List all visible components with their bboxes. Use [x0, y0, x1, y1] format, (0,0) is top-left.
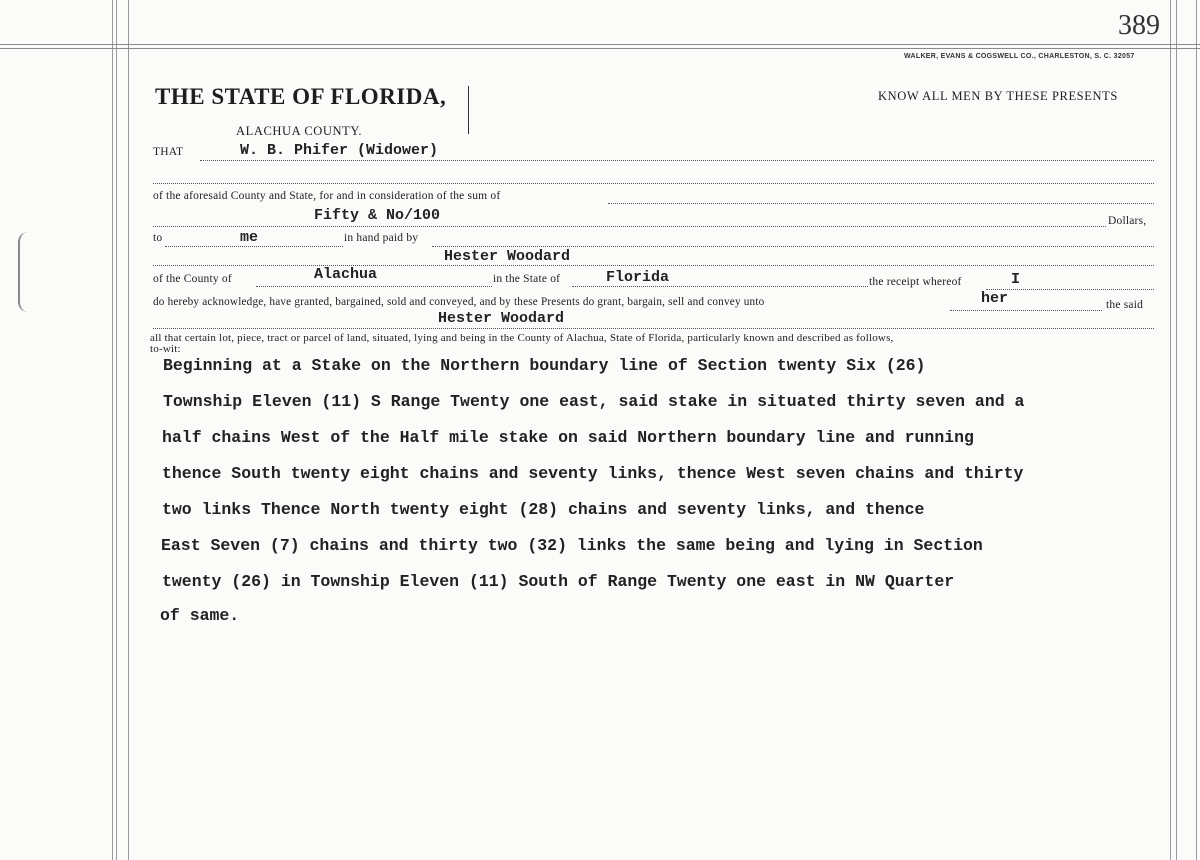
- know-all-men: KNOW ALL MEN BY THESE PRESENTS: [878, 89, 1118, 103]
- left-margin-line-3: [128, 0, 129, 860]
- description-line-1: Beginning at a Stake on the Northern boundary line of Section twenty Six (26): [163, 356, 926, 375]
- description-line-2: Township Eleven (11) S Range Twenty one east, said stake in situated thirty seven and a: [163, 392, 1025, 411]
- sum-line: [153, 226, 1106, 227]
- to-line: [165, 246, 343, 247]
- county-value: Alachua: [314, 266, 378, 283]
- consideration-label: of the aforesaid County and State, for and in consideration of the sum of: [153, 190, 501, 202]
- document-heading: THE STATE OF FLORIDA,: [155, 84, 447, 109]
- description-line-4: thence South twenty eight chains and seventy links, thence West seven chains and thirty: [162, 464, 1024, 483]
- to-wit-label: to-wit:: [150, 343, 181, 355]
- grantor-line: [200, 160, 1154, 161]
- of-county-label: of the County of: [153, 273, 232, 285]
- to-label: to: [153, 232, 163, 244]
- left-margin-line-2: [116, 0, 117, 860]
- description-line-8: of same.: [160, 606, 240, 625]
- receipt-label: the receipt whereof: [869, 276, 962, 288]
- left-bracket-mark: [18, 232, 42, 312]
- receipt-value: I: [1011, 271, 1021, 288]
- description-line-7: twenty (26) in Township Eleven (11) South of Range Twenty one east in NW Quarter: [162, 572, 955, 591]
- county-line: [256, 286, 492, 287]
- to-value: me: [240, 229, 259, 246]
- right-margin-line: [1170, 0, 1171, 860]
- in-state-label: in the State of: [493, 273, 561, 285]
- right-edge-line: [1196, 0, 1197, 860]
- right-margin-line-2: [1176, 0, 1177, 860]
- said-line: [153, 328, 1154, 329]
- the-said-label: the said: [1106, 299, 1144, 311]
- dollars-label: Dollars,: [1108, 215, 1147, 227]
- acknowledge-text: do hereby acknowledge, have granted, bargained, sold and conveyed, and by these Presents do grant, bargain, sell and convey unto: [153, 296, 765, 308]
- receipt-line: [986, 289, 1154, 290]
- state-line: [572, 286, 868, 287]
- unto-line: [950, 310, 1102, 311]
- grantor-name: W. B. Phifer (Widower): [240, 142, 439, 159]
- printer-imprint: WALKER, EVANS & COGSWELL CO., CHARLESTON, S. C. 32057: [904, 53, 1135, 60]
- description-line-6: East Seven (7) chains and thirty two (32) links the same being and lying in Section: [161, 536, 983, 555]
- page-number: 389: [1118, 10, 1160, 41]
- in-hand-line: [432, 246, 1154, 247]
- unto-value: her: [981, 290, 1009, 307]
- description-line-5: two links Thence North twenty eight (28) chains and seventy links, and thence: [162, 500, 925, 519]
- description-line-3: half chains West of the Half mile stake on said Northern boundary line and running: [162, 428, 974, 447]
- heading-brace: [468, 86, 469, 134]
- payer-line: [153, 265, 1154, 266]
- left-margin-line: [112, 0, 113, 860]
- payer-name: Hester Woodard: [444, 248, 571, 265]
- blank-line: [153, 183, 1154, 184]
- that-label: THAT: [153, 146, 184, 158]
- the-said-value: Hester Woodard: [438, 310, 565, 327]
- county-label: ALACHUA COUNTY.: [236, 124, 363, 138]
- top-rule: [0, 44, 1200, 45]
- consideration-line: [608, 203, 1154, 204]
- all-that-text: all that certain lot, piece, tract or parcel of land, situated, lying and being in the County of Alachua, State of Florida, particularly known and described as follows,: [150, 332, 894, 344]
- state-value: Florida: [606, 269, 670, 286]
- sum-amount: Fifty & No/100: [314, 207, 441, 224]
- top-rule-2: [0, 48, 1200, 49]
- in-hand-paid-label: in hand paid by: [344, 232, 419, 244]
